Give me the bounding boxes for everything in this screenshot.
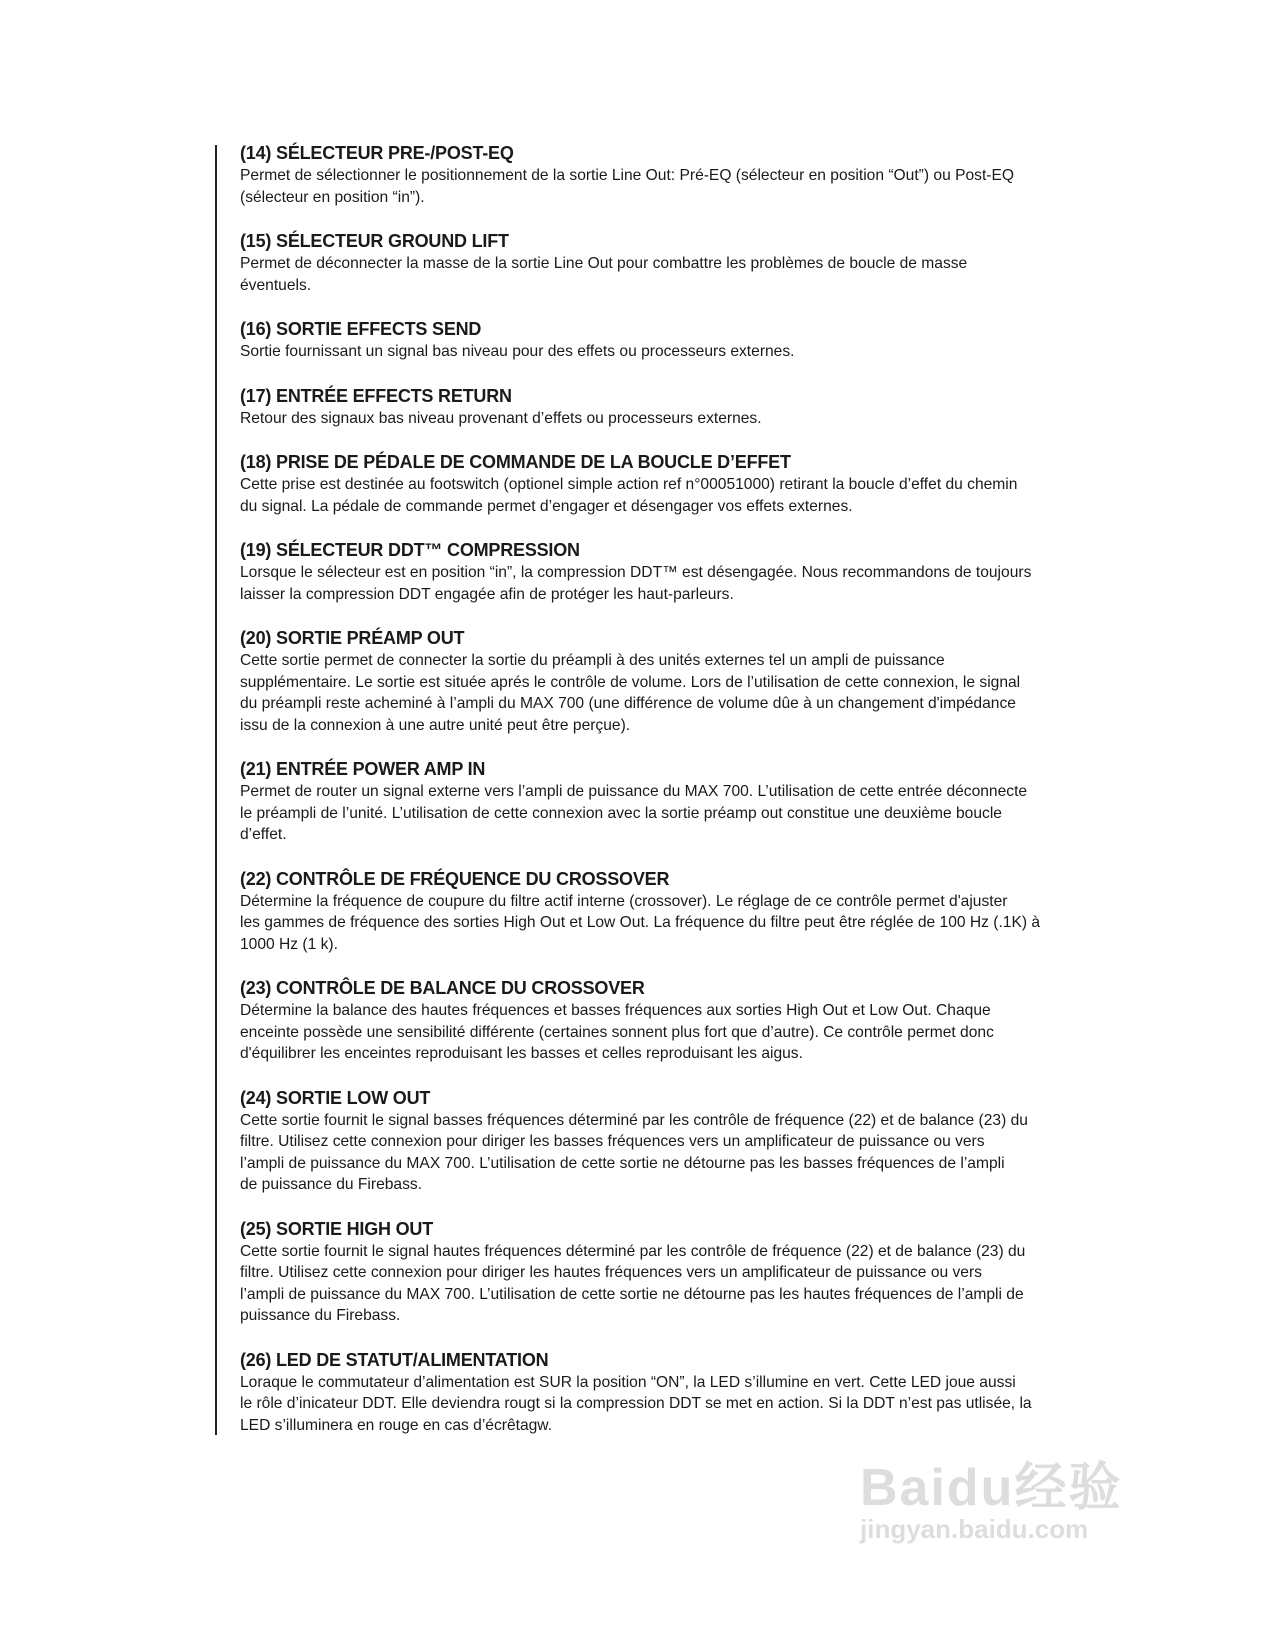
section-heading: (24) SORTIE LOW OUT [240, 1087, 431, 1108]
section [240, 1218, 1120, 1327]
body-text-line: LED s’illuminera en rouge en cas d’écrêtagw. [240, 1416, 553, 1434]
section [240, 868, 1120, 956]
section [240, 539, 1120, 605]
body-text-line: issu de la connexion à une autre unité peut être perçue). [240, 716, 631, 734]
margin-rule [215, 145, 217, 1435]
body-text-line: puissance du Firebass. [240, 1307, 401, 1324]
section-heading: (25) SORTIE HIGH OUT [240, 1218, 434, 1239]
body-text-line: Cette sortie fournit le signal hautes fréquences déterminé par les contrôle de fréquence (22) et de balance (23) du [240, 1242, 1026, 1260]
body-text-line: Retour des signaux bas niveau provenant d’effets ou processeurs externes. [240, 409, 762, 427]
body-text-line: le préampli de l’unité. L’utilisation de cette connexion avec la sortie préamp out constitue une deuxième boucle [240, 804, 1002, 822]
body-text-line: enceinte possède une sensibilité différente (certaines sonnent plus fort que d’autre). Ce contrôle permet donc [240, 1023, 994, 1041]
section [240, 385, 1120, 430]
section [240, 1349, 1120, 1437]
section-heading: (20) SORTIE PRÉAMP OUT [240, 628, 465, 648]
body-text-line: l’ampli de puissance du MAX 700. L’utilisation de cette sortie ne détourne pas les basses fréquences de l’ampli [240, 1154, 1005, 1172]
section-heading: (18) PRISE DE PÉDALE DE COMMANDE DE LA BOUCLE D’EFFET [240, 452, 791, 472]
watermark-logo [860, 1445, 1122, 1545]
section-heading: (26) LED DE STATUT/ALIMENTATION [240, 1349, 549, 1370]
body-text-line: le rôle d’inicateur DDT. Elle deviendra rougt si la compression DDT se met en action. Si la DDT n’est pas utlisée, la [240, 1395, 1032, 1412]
body-text-line: 1000 Hz (1 k). [240, 935, 338, 953]
body-text-line: d'équilibrer les enceintes reproduisant les basses et celles reproduisant les aigus. [240, 1045, 803, 1062]
section-heading: (15) SÉLECTEUR GROUND LIFT [240, 231, 509, 251]
body-text-line: Permet de déconnecter la masse de la sortie Line Out pour combattre les problèmes de boucle de masse [240, 255, 968, 272]
section-heading: (23) CONTRÔLE DE BALANCE DU CROSSOVER [240, 978, 645, 998]
body-text-line: Permet de sélectionner le positionnement de la sortie Line Out: Pré-EQ (sélecteur en position “Out”) ou Post-EQ [240, 167, 1014, 184]
section-heading: (14) SÉLECTEUR PRE-/POST-EQ [240, 143, 514, 163]
body-text-line: filtre. Utilisez cette connexion pour diriger les basses fréquences vers un amplificateur de puissance ou vers [240, 1133, 985, 1150]
section [240, 977, 1120, 1065]
section [240, 230, 1120, 296]
body-text-line: l’ampli de puissance du MAX 700. L’utilisation de cette sortie ne détourne pas les hautes fréquences de l’ampli de [240, 1285, 1024, 1303]
watermark-brand: Baidu经验 [860, 1459, 1123, 1517]
body-text-line: éventuels. [240, 276, 312, 294]
body-text-line: filtre. Utilisez cette connexion pour diriger les hautes fréquences vers un amplificateur de puissance ou vers [240, 1264, 982, 1281]
section [240, 451, 1120, 517]
body-text-line: les gammes de fréquence des sorties High Out et Low Out. La fréquence du filtre peut être réglée de 100 Hz (.1K) à [240, 914, 1041, 931]
watermark-url: jingyan.baidu.com [860, 1514, 1089, 1544]
body-text-line: d’effet. [240, 826, 287, 843]
body-text-line: Lorsque le sélecteur est en position “in”, la compression DDT™ est désengagée. Nous recommandons de toujours [240, 564, 1032, 581]
section-heading: (22) CONTRÔLE DE FRÉQUENCE DU CROSSOVER [240, 868, 670, 889]
body-text-line: de puissance du Firebass. [240, 1176, 423, 1193]
body-text-line: Permet de router un signal externe vers l’ampli de puissance du MAX 700. L’utilisation de cette entrée déconnecte [240, 783, 1028, 800]
section-heading: (17) ENTRÉE EFFECTS RETURN [240, 385, 512, 406]
section [240, 318, 1120, 363]
section [240, 142, 1120, 208]
body-text-line: du signal. La pédale de commande permet d’engager et désengager vos effets externes. [240, 497, 853, 515]
body-text-line: Sortie fournissant un signal bas niveau pour des effets ou processeurs externes. [240, 343, 795, 360]
body-text-line: Loraque le commutateur d’alimentation est SUR la position “ON”, la LED s’illumine en vert. Cette LED joue aussi [240, 1373, 1016, 1391]
section [240, 1087, 1120, 1196]
body-text-line: Détermine la balance des hautes fréquences et basses fréquences aux sorties High Out et Low Out. Chaque [240, 1002, 991, 1019]
body-text-line: Cette sortie fournit le signal basses fréquences déterminé par les contrôle de fréquence (22) et de balance (23) du [240, 1111, 1028, 1129]
body-text-line: Cette sortie permet de connecter la sortie du préampli à des unités externes tel un ampli de puissance [240, 652, 945, 669]
body-text-line: (sélecteur en position “in”). [240, 188, 425, 206]
section [240, 758, 1120, 846]
body-text-line: Cette prise est destinée au footswitch (optionel simple action ref n°00051000) retirant la boucle d’effet du chemin [240, 476, 1018, 493]
section-heading: (16) SORTIE EFFECTS SEND [240, 319, 482, 339]
body-text-line: du préampli reste acheminé à l’ampli du MAX 700 (une différence de volume dûe à un changement d'impédance [240, 695, 1016, 712]
body-text-line: Détermine la fréquence de coupure du filtre actif interne (crossover). Le réglage de ce contrôle permet d'ajuster [240, 892, 1008, 910]
document-body [240, 142, 1120, 1458]
section [240, 627, 1120, 736]
body-text-line: supplémentaire. Le sortie est située aprés le contrôle de volume. Lors de l’utilisation de cette connexion, le signal [240, 673, 1021, 691]
body-text-line: laisser la compression DDT engagée afin de protéger les haut-parleurs. [240, 585, 734, 603]
section-heading: (21) ENTRÉE POWER AMP IN [240, 759, 486, 779]
section-heading: (19) SÉLECTEUR DDT™ COMPRESSION [240, 540, 580, 560]
